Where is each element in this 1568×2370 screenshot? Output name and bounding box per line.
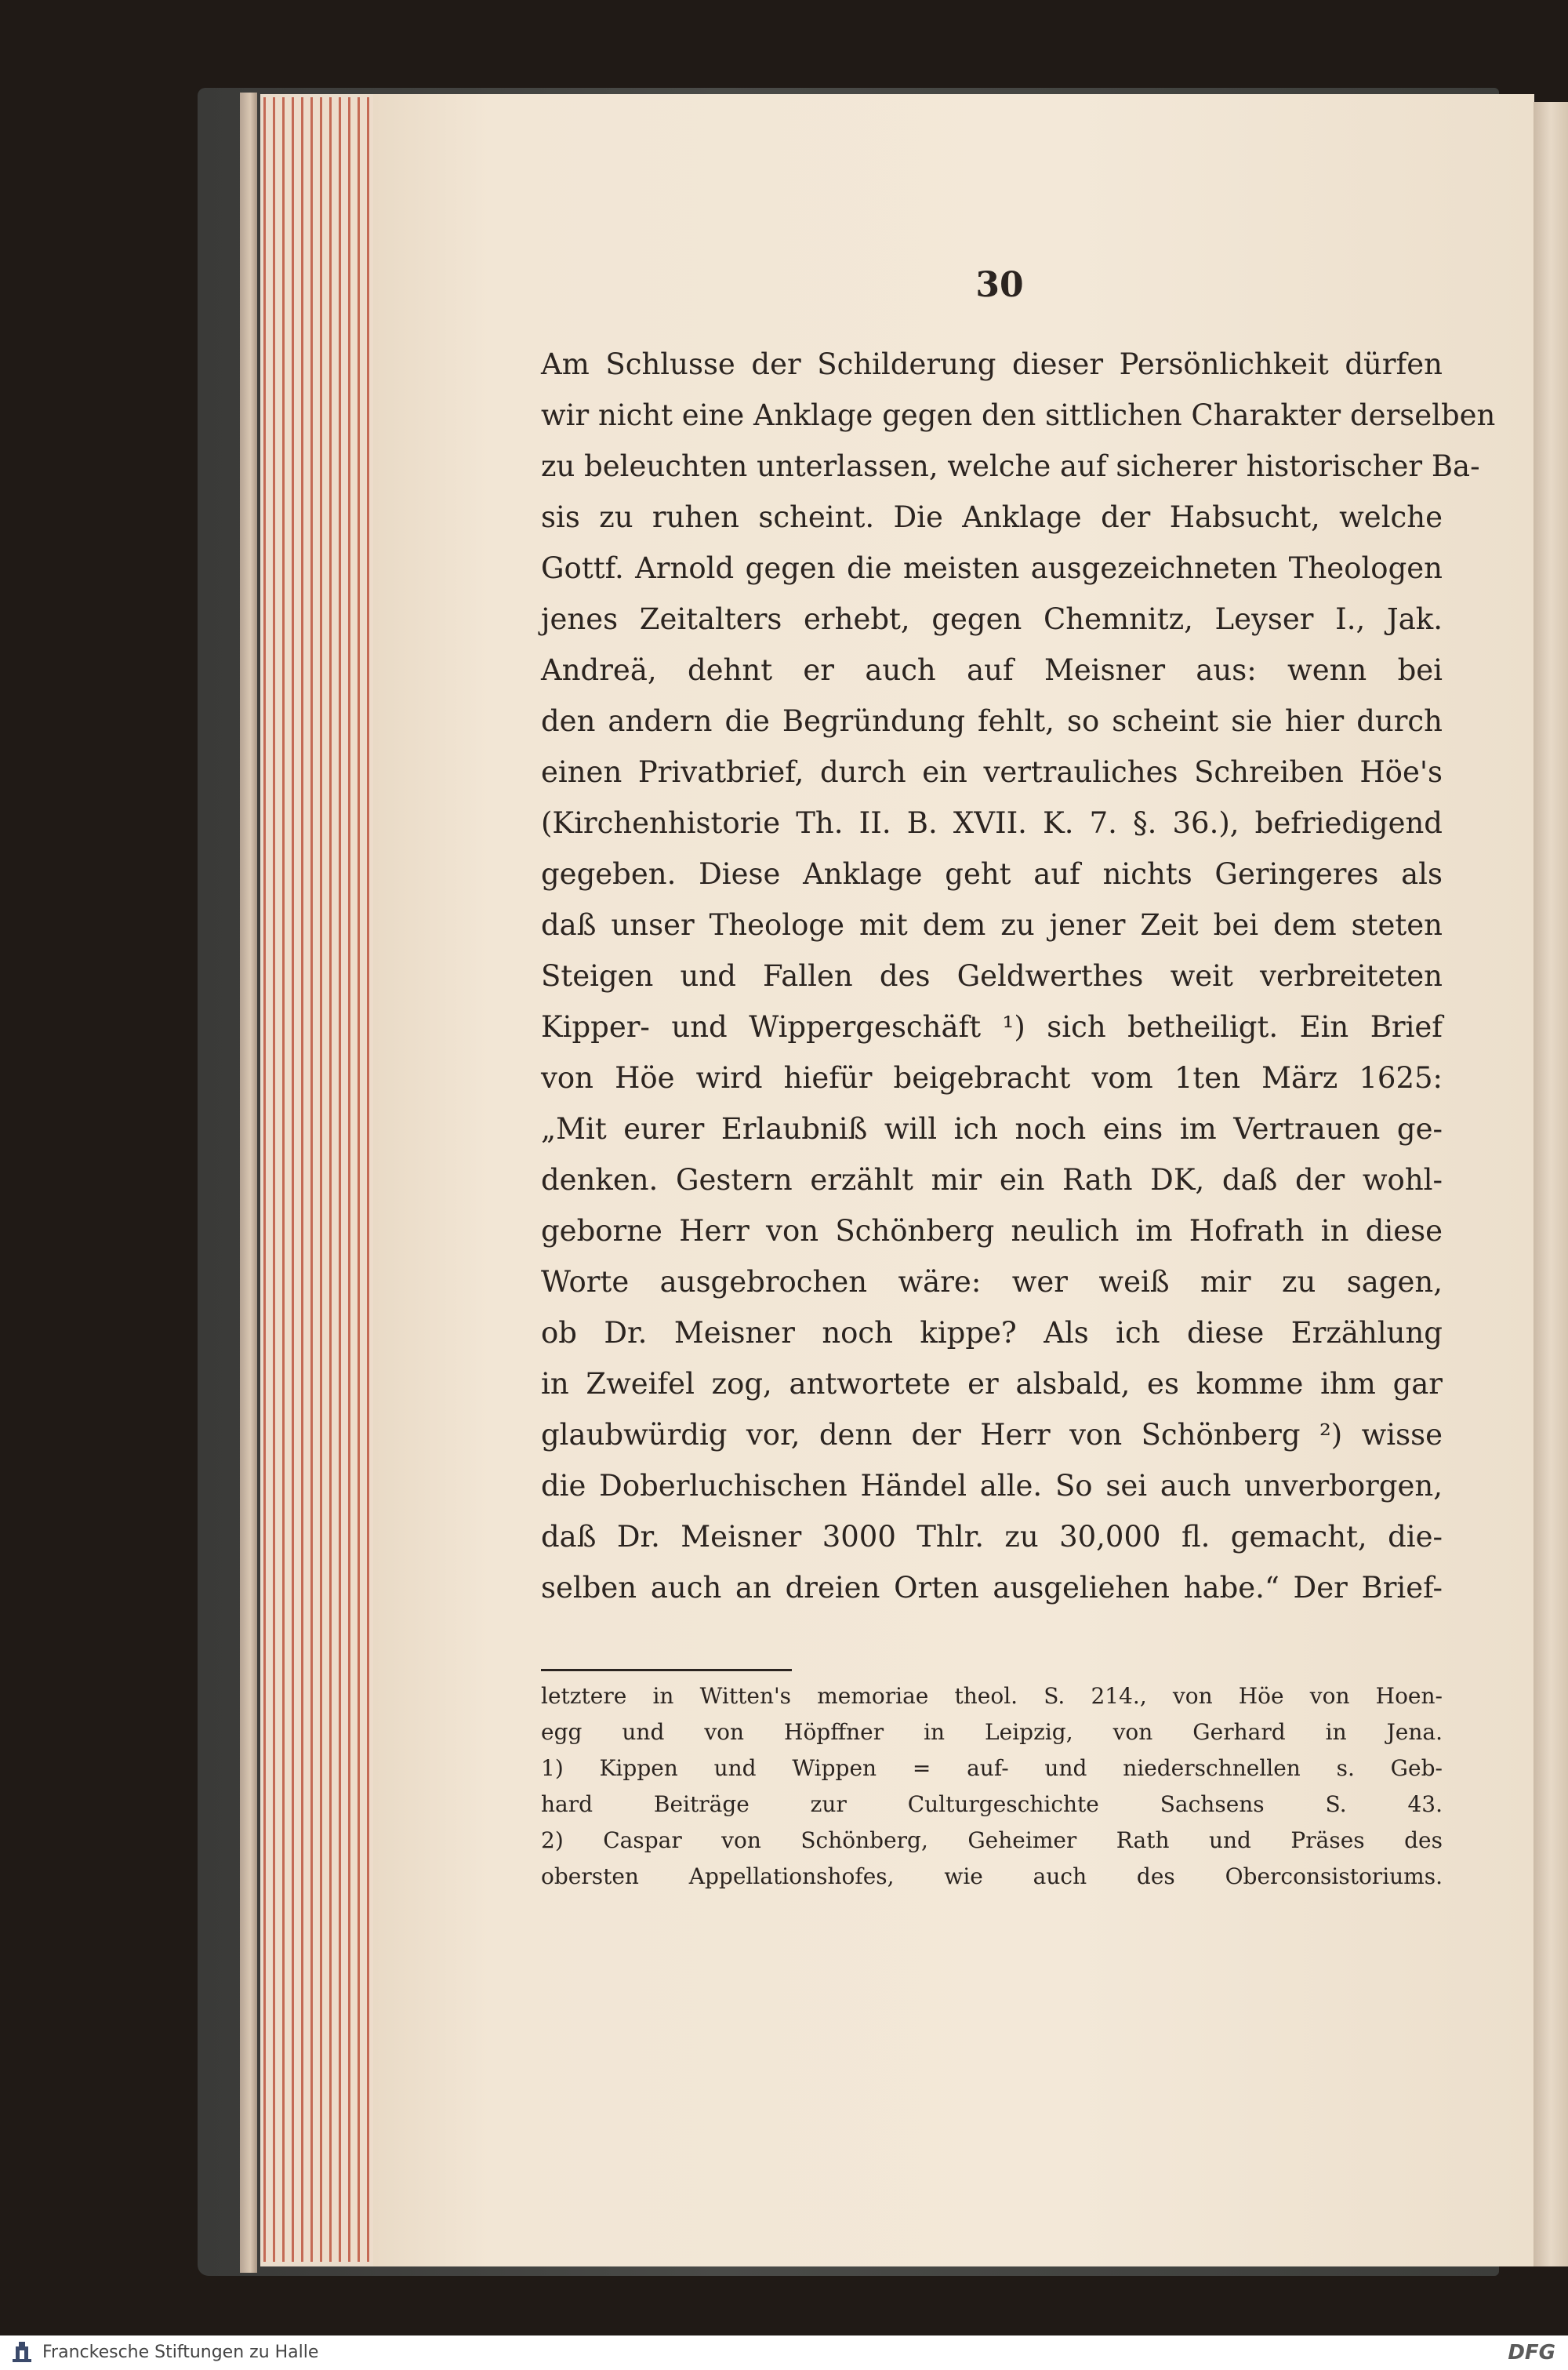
text-line: ob Dr. Meisner noch kippe? Als ich diese Erzählung (541, 1316, 1443, 1350)
page-edges-red (263, 97, 373, 2262)
text-line: daß Dr. Meisner 3000 Thlr. zu 30,000 fl. gemacht, die- (541, 1520, 1443, 1554)
footnotes (541, 1678, 1443, 1895)
footnote-line: obersten Appellationshofes, wie auch des Oberconsistoriums. (541, 1863, 1443, 1889)
text-line: Kipper- und Wippergeschäft ¹) sich betheiligt. Ein Brief (541, 1010, 1443, 1044)
text-line: sis zu ruhen scheint. Die Anklage der Habsucht, welche (541, 500, 1443, 534)
text-line: (Kirchenhistorie Th. II. B. XVII. K. 7. §. 36.), befriedigend (541, 806, 1443, 840)
text-line: Gottf. Arnold gegen die meisten ausgezeichneten Theologen (541, 551, 1443, 585)
footnote-rule (541, 1669, 792, 1671)
footnote-line: 1) Kippen und Wippen = auf- und niederschnellen s. Geb- (541, 1755, 1443, 1781)
institution-logo-icon (11, 2340, 33, 2365)
institution-name: Franckesche Stiftungen zu Halle (42, 2343, 319, 2362)
text-line: Am Schlusse der Schilderung dieser Persönlichkeit dürfen (541, 347, 1443, 381)
footnote-line: egg und von Höpffner in Leipzig, von Gerhard in Jena. (541, 1719, 1443, 1745)
footnote-line: 2) Caspar von Schönberg, Geheimer Rath und Präses des (541, 1827, 1443, 1853)
page-number: 30 (975, 265, 1024, 305)
text-line: die Doberluchischen Händel alle. So sei auch unverborgen, (541, 1469, 1443, 1503)
footnote-line: letztere in Witten's memoriae theol. S. 214., von Höe von Hoen- (541, 1683, 1443, 1709)
text-line: wir nicht eine Anklage gegen den sittlichen Charakter derselben (541, 398, 1496, 432)
text-line: Andreä, dehnt er auch auf Meisner aus: wenn bei (541, 653, 1443, 687)
text-line: „Mit eurer Erlaubniß will ich noch eins im Vertrauen ge- (541, 1112, 1443, 1146)
text-line: von Höe wird hiefür beigebracht vom 1ten März 1625: (541, 1061, 1443, 1095)
text-line: selben auch an dreien Orten ausgeliehen habe.“ Der Brief- (541, 1571, 1443, 1605)
text-line: daß unser Theologe mit dem zu jener Zeit bei dem steten (541, 908, 1443, 942)
text-line: denken. Gestern erzählt mir ein Rath DK, daß der wohl- (541, 1163, 1443, 1197)
text-line: in Zweifel zog, antwortete er alsbald, es komme ihm gar (541, 1367, 1443, 1401)
text-line: geborne Herr von Schönberg neulich im Hofrath in diese (541, 1214, 1443, 1248)
text-line: jenes Zeitalters erhebt, gegen Chemnitz, Leyser I., Jak. (541, 602, 1443, 636)
viewer-footer (0, 2335, 1568, 2370)
text-line: gegeben. Diese Anklage geht auf nichts Geringeres als (541, 857, 1443, 891)
text-line: Steigen und Fallen des Geldwerthes weit verbreiteten (541, 959, 1443, 993)
body-text (541, 339, 1496, 1613)
cover-edge (240, 93, 257, 2273)
text-line: den andern die Begründung fehlt, so scheint sie hier durch (541, 704, 1443, 738)
facing-page-edge (1534, 102, 1568, 2266)
dfg-logo: DFG (1508, 2341, 1555, 2365)
footnote-line: hard Beiträge zur Culturgeschichte Sachsens S. 43. (541, 1791, 1443, 1817)
text-line: Worte ausgebrochen wäre: wer weiß mir zu sagen, (541, 1265, 1443, 1299)
text-line: einen Privatbrief, durch ein vertrauliches Schreiben Höe's (541, 755, 1443, 789)
text-line: glaubwürdig vor, denn der Herr von Schönberg ²) wisse (541, 1418, 1443, 1452)
text-line: zu beleuchten unterlassen, welche auf sicherer historischer Ba- (541, 449, 1480, 483)
